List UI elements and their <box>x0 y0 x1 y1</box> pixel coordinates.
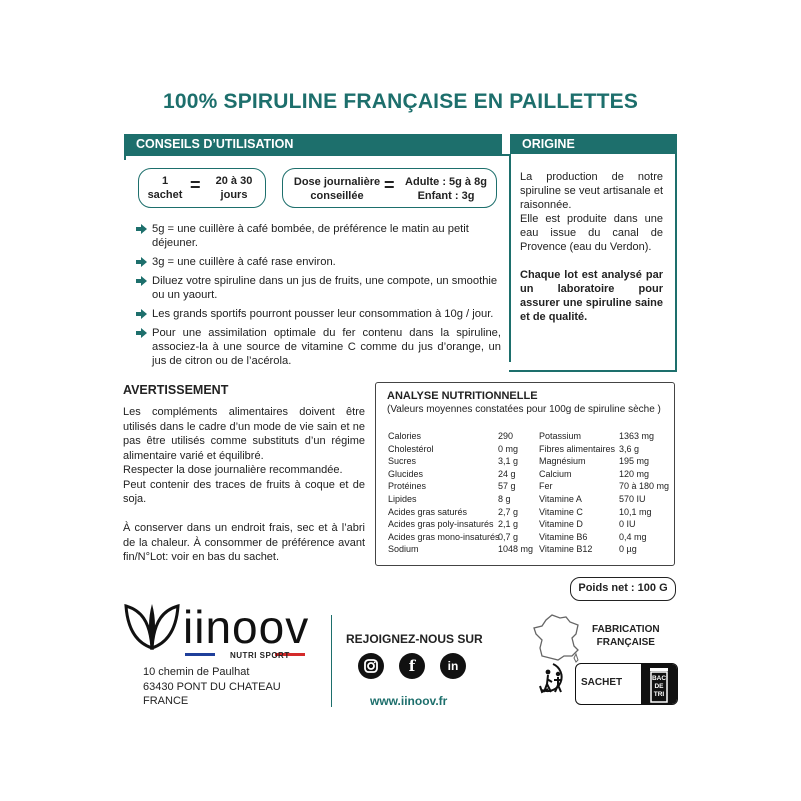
nutrition-value: 0,4 mg <box>619 531 647 542</box>
nutrition-label: Vitamine A <box>539 493 582 504</box>
nutrition-title: ANALYSE NUTRITIONNELLE <box>387 390 538 402</box>
nutrition-label: Sucres <box>388 456 417 467</box>
tip-text: 5g = une cuillère à café bombée, de préférence le matin au petit déjeuner. <box>152 223 469 249</box>
footer-divider <box>331 615 332 707</box>
france-map-icon <box>530 612 582 664</box>
nutrition-left-values <box>498 430 538 556</box>
arrow-right-icon <box>136 257 147 267</box>
address-line: FRANCE <box>143 695 189 707</box>
bin-label: BAC <box>651 675 667 682</box>
nutrition-value: 1363 mg <box>619 431 655 441</box>
nutrition-value: 10,1 mg <box>619 506 652 517</box>
bin-label: TRI <box>653 691 665 698</box>
origine-paragraph: La production de notre spiruline se veut artisanale et raisonnée. <box>520 171 663 211</box>
address-line: 63430 PONT DU CHATEAU <box>143 680 281 693</box>
pill-daily-right: Adulte : 5g à 8g Enfant : 3g <box>405 176 487 202</box>
nutrition-value: 3,1 g <box>498 456 519 467</box>
nutrition-value: 2,7 g <box>498 506 519 517</box>
nutrition-value: 290 <box>498 431 514 441</box>
arrow-right-icon <box>136 309 147 319</box>
origine-paragraph: Elle est produite dans une eau issue du canal de Provence (eau du Verdon). <box>520 213 663 253</box>
panel-divider <box>509 154 511 362</box>
nutrition-label: Acides gras poly-insaturés <box>388 519 494 530</box>
origine-frame-bottom <box>509 370 677 372</box>
nutrition-value: 570 IU <box>619 493 646 504</box>
tip-text: Diluez votre spiruline dans un jus de fruits, une compote, un smoothie ou un yaourt. <box>152 275 498 301</box>
conseils-tab: CONSEILS D’UTILISATION <box>124 134 502 154</box>
brand-logo: iinoov <box>183 601 310 653</box>
list-item <box>136 222 501 250</box>
net-weight-badge: Poids net : 100 G <box>570 577 676 601</box>
nutrition-value: 70 à 180 mg <box>619 481 670 492</box>
arrow-right-icon <box>136 224 147 234</box>
nutrition-value: 1048 mg <box>498 544 534 555</box>
nutrition-label: Vitamine D <box>539 519 583 530</box>
nutrition-left-labels <box>388 430 500 556</box>
conseils-frame-top <box>124 154 509 156</box>
arrow-right-icon <box>136 328 147 338</box>
conseils-frame-left <box>124 134 126 160</box>
nutrition-value: 0 mg <box>498 443 519 454</box>
nutrition-subtitle: (Valeurs moyennes constatées pour 100g de spiruline sèche ) <box>387 404 661 415</box>
usage-tips-list <box>136 222 501 373</box>
nutrition-label: Potassium <box>539 431 582 441</box>
nutrition-value: 8 g <box>498 493 511 504</box>
nutrition-label: Protéines <box>388 481 427 492</box>
brand-tagline: NUTRI SPORT <box>230 651 290 660</box>
sorting-info-badge <box>575 663 678 705</box>
warning-paragraph: À conserver dans un endroit frais, sec et à l’abri de la chaleur. À consommer de préférence avant fin/N°Lot: voir en bas du sachet. <box>123 522 365 563</box>
nutrition-label: Glucides <box>388 468 424 479</box>
leaf-logo-icon <box>122 600 182 650</box>
nutrition-label: Fer <box>539 481 553 492</box>
pill-daily-equals: = <box>384 175 395 195</box>
origine-tab: ORIGINE <box>510 134 675 154</box>
nutrition-label: Sodium <box>388 544 419 555</box>
website-link[interactable]: www.iinoov.fr <box>370 694 448 708</box>
tip-text: 3g = une cuillère à café rase environ. <box>152 256 336 268</box>
warning-paragraph: Peut contenir des traces de fruits à coque et de soja. <box>123 478 365 505</box>
nutrition-right-values <box>619 430 674 556</box>
tip-text: Pour une assimilation optimale du fer contenu dans la spiruline, associez-la à une source de vitamine C comme du jus d’orange, un jus de citron ou de l’acérola. <box>152 327 501 367</box>
nutrition-value: 0 µg <box>619 544 637 555</box>
nutrition-label: Vitamine B6 <box>539 531 588 542</box>
nutrition-value: 0,7 g <box>498 531 519 542</box>
pill-daily-left: Dose journalière conseillée <box>293 176 381 202</box>
tip-text: Les grands sportifs pourront pousser leur consommation à 10g / jour. <box>152 308 494 320</box>
address-line: 10 chemin de Paulhat <box>143 666 250 678</box>
nutrition-value: 120 mg <box>619 468 650 479</box>
pill-sachet-equals: = <box>190 175 201 195</box>
nutrition-value: 0 IU <box>619 519 636 530</box>
instagram-icon[interactable] <box>358 653 384 679</box>
made-in-france-label: FABRICATION FRANÇAISE <box>592 624 660 648</box>
facebook-icon[interactable]: f <box>399 653 425 679</box>
linkedin-icon[interactable]: in <box>440 653 466 679</box>
tricolor-blue <box>185 653 215 656</box>
arrow-right-icon <box>136 276 147 286</box>
nutrition-label: Calcium <box>539 468 572 479</box>
warning-paragraph: Les compléments alimentaires doivent être utilisés dans le cadre d’un mode de vie sain et ne pas être utilisés comme substituts d’un régime alimentaire varié et équilibré. <box>123 406 365 462</box>
pill-sachet-left: 1 sachet <box>147 175 183 201</box>
triman-recycling-icon <box>538 662 568 696</box>
nutrition-right-labels <box>539 430 619 556</box>
nutrition-label: Lipides <box>388 493 417 504</box>
nutrition-label: Acides gras mono-insaturés <box>388 531 500 542</box>
origine-frame-right <box>675 134 677 372</box>
warning-paragraph: Respecter la dose journalière recommandée. <box>123 464 343 476</box>
social-title: REJOIGNEZ-NOUS SUR <box>346 632 483 646</box>
list-item <box>136 255 501 269</box>
page-title: 100% SPIRULINE FRANÇAISE EN PAILLETTES <box>162 90 639 113</box>
nutrition-label: Calories <box>388 431 422 441</box>
nutrition-value: 2,1 g <box>498 519 519 530</box>
bin-label: DE <box>654 683 664 690</box>
nutrition-label: Cholestérol <box>388 443 434 454</box>
nutrition-value: 195 mg <box>619 456 650 467</box>
sorting-bin-icon <box>641 664 677 705</box>
nutrition-value: 3,6 g <box>619 443 640 454</box>
company-address <box>143 665 281 709</box>
nutrition-label: Vitamine B12 <box>539 544 593 555</box>
origine-text <box>520 170 663 324</box>
list-item <box>136 307 501 321</box>
nutrition-label: Vitamine C <box>539 506 583 517</box>
nutrition-value: 24 g <box>498 468 516 479</box>
nutrition-label: Acides gras saturés <box>388 506 468 517</box>
nutrition-label: Fibres alimentaires <box>539 443 616 454</box>
list-item <box>136 274 501 302</box>
nutrition-value: 57 g <box>498 481 516 492</box>
nutrition-label: Magnésium <box>539 456 586 467</box>
origine-quality-statement: Chaque lot est analysé par un laboratoire pour assurer une spiruline saine et de qualité. <box>520 269 663 323</box>
warning-title: AVERTISSEMENT <box>123 383 229 397</box>
pill-sachet-right: 20 à 30 jours <box>215 175 253 201</box>
list-item <box>136 326 501 368</box>
warning-text <box>123 405 365 565</box>
sachet-label: SACHET <box>581 677 623 688</box>
